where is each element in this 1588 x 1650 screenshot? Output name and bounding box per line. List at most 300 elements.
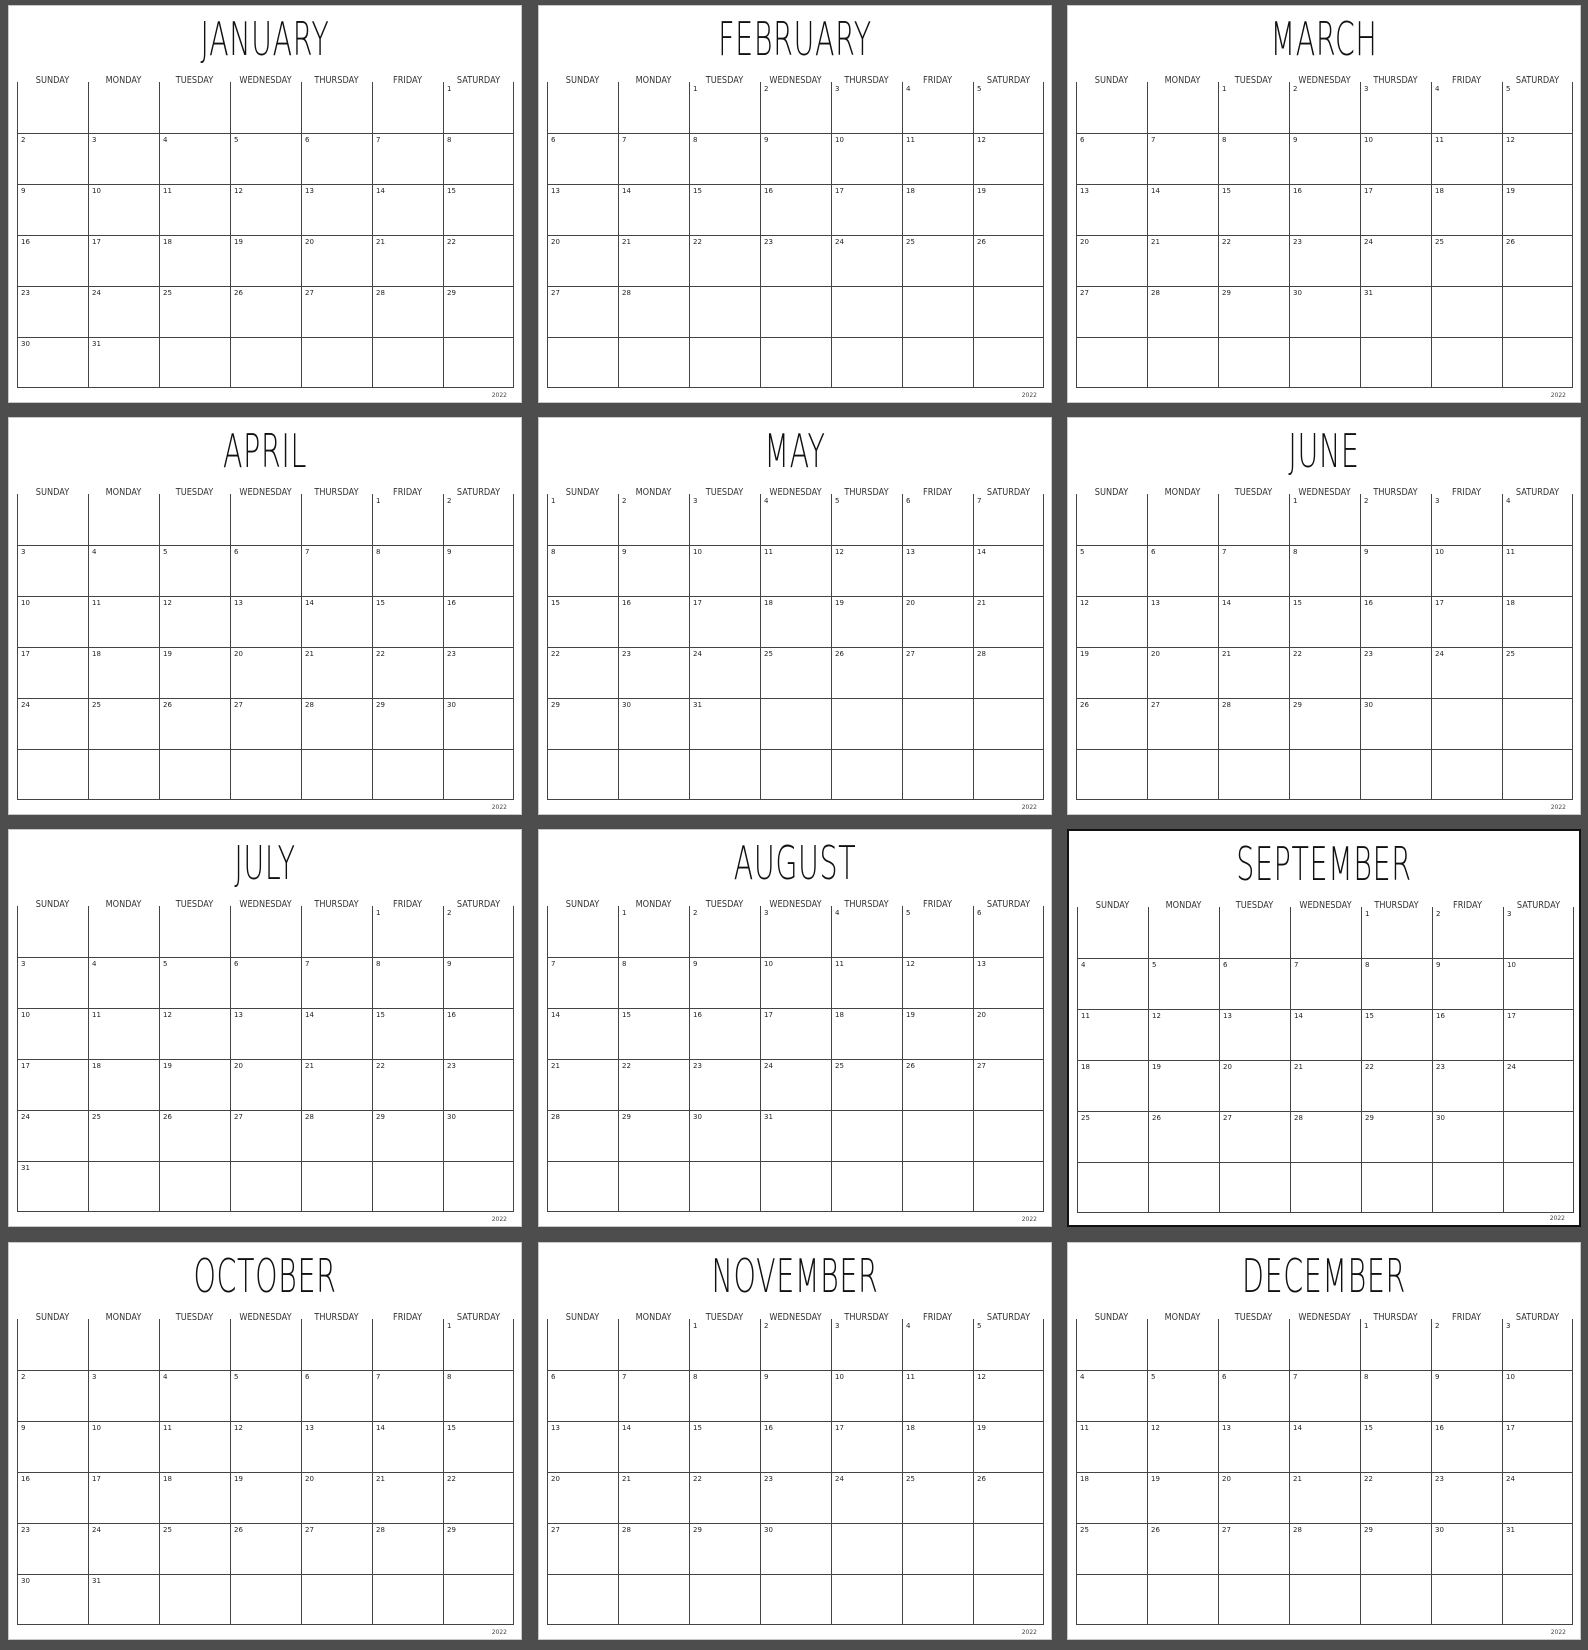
day-number: 5 xyxy=(977,85,982,93)
year-label: 2022 xyxy=(491,392,507,399)
day-number: 6 xyxy=(1223,961,1228,969)
weekday-header-wednesday: WEDNESDAY xyxy=(1299,900,1352,911)
day-number: 19 xyxy=(163,1062,172,1070)
day-number: 16 xyxy=(1293,187,1302,195)
day-number: 11 xyxy=(1435,136,1444,144)
grid-row-line xyxy=(547,337,1044,338)
day-number: 11 xyxy=(906,1373,915,1381)
day-number: 8 xyxy=(693,1373,698,1381)
day-number: 1 xyxy=(1293,497,1298,505)
year-label: 2022 xyxy=(1550,804,1566,811)
day-number: 8 xyxy=(622,960,627,968)
day-number: 10 xyxy=(1506,1373,1515,1381)
day-number: 27 xyxy=(305,289,314,297)
weekday-header-tuesday: TUESDAY xyxy=(705,487,744,498)
day-number: 27 xyxy=(977,1062,986,1070)
month-day-grid xyxy=(1077,907,1574,1213)
day-number: 15 xyxy=(693,1424,702,1432)
day-number: 17 xyxy=(1435,599,1444,607)
day-number: 26 xyxy=(163,1113,172,1121)
weekday-header-thursday: THURSDAY xyxy=(1373,75,1418,86)
day-number: 12 xyxy=(234,187,243,195)
weekday-header-monday: MONDAY xyxy=(105,75,142,86)
day-number: 24 xyxy=(92,1526,101,1534)
day-number: 30 xyxy=(1435,1526,1444,1534)
day-number: 4 xyxy=(1506,497,1511,505)
day-number: 13 xyxy=(1222,1424,1231,1432)
day-number: 2 xyxy=(1436,910,1441,918)
day-number: 2 xyxy=(1293,85,1298,93)
day-number: 25 xyxy=(1080,1526,1089,1534)
weekday-header-friday: FRIDAY xyxy=(922,899,952,910)
month-page-april[interactable] xyxy=(8,417,522,815)
month-title: APRIL xyxy=(223,424,307,478)
weekday-header-friday: FRIDAY xyxy=(1451,487,1481,498)
day-number: 17 xyxy=(92,238,101,246)
weekday-header-monday: MONDAY xyxy=(1165,900,1202,911)
day-number: 18 xyxy=(1506,599,1515,607)
day-number: 13 xyxy=(906,548,915,556)
day-number: 10 xyxy=(835,136,844,144)
month-title: NOVEMBER xyxy=(711,1249,879,1303)
grid-row-line xyxy=(1076,133,1573,134)
day-number: 27 xyxy=(1080,289,1089,297)
day-number: 21 xyxy=(1151,238,1160,246)
grid-row-line xyxy=(17,545,514,546)
grid-row-line xyxy=(17,1008,514,1009)
month-title: DECEMBER xyxy=(1241,1249,1406,1303)
day-number: 20 xyxy=(305,1475,314,1483)
grid-row-line xyxy=(17,1110,514,1111)
day-number: 21 xyxy=(1294,1063,1303,1071)
weekday-header-wednesday: WEDNESDAY xyxy=(239,899,292,910)
day-number: 7 xyxy=(1151,136,1156,144)
day-number: 9 xyxy=(764,136,769,144)
day-number: 8 xyxy=(1364,1373,1369,1381)
weekday-header-sunday: SUNDAY xyxy=(1094,1312,1129,1323)
day-number: 19 xyxy=(1506,187,1515,195)
day-number: 27 xyxy=(1223,1114,1232,1122)
day-number: 6 xyxy=(234,548,239,556)
weekday-header-monday: MONDAY xyxy=(105,899,142,910)
day-number: 12 xyxy=(835,548,844,556)
day-number: 6 xyxy=(1222,1373,1227,1381)
month-title: JULY xyxy=(234,836,296,890)
day-number: 20 xyxy=(234,1062,243,1070)
day-number: 11 xyxy=(1081,1012,1090,1020)
day-number: 28 xyxy=(1294,1114,1303,1122)
day-number: 31 xyxy=(764,1113,773,1121)
day-number: 21 xyxy=(977,599,986,607)
weekday-header-wednesday: WEDNESDAY xyxy=(769,487,822,498)
weekday-header-tuesday: TUESDAY xyxy=(705,75,744,86)
day-number: 2 xyxy=(1364,497,1369,505)
day-number: 13 xyxy=(551,187,560,195)
weekday-header-tuesday: TUESDAY xyxy=(1235,900,1274,911)
day-number: 12 xyxy=(906,960,915,968)
day-number: 14 xyxy=(622,1424,631,1432)
grid-row-line xyxy=(547,1574,1044,1575)
grid-row-line xyxy=(1076,749,1573,750)
day-number: 21 xyxy=(376,1475,385,1483)
day-number: 15 xyxy=(1293,599,1302,607)
day-number: 6 xyxy=(551,1373,556,1381)
day-number: 19 xyxy=(977,1424,986,1432)
weekday-header-thursday: THURSDAY xyxy=(844,75,889,86)
grid-row-line xyxy=(17,1523,514,1524)
year-label: 2022 xyxy=(491,1216,507,1223)
weekday-header-tuesday: TUESDAY xyxy=(1234,1312,1273,1323)
grid-row-line xyxy=(17,749,514,750)
day-number: 3 xyxy=(1507,910,1512,918)
day-number: 17 xyxy=(835,187,844,195)
day-number: 7 xyxy=(977,497,982,505)
day-number: 21 xyxy=(305,1062,314,1070)
day-number: 23 xyxy=(1435,1475,1444,1483)
day-number: 7 xyxy=(305,960,310,968)
day-number: 16 xyxy=(1435,1424,1444,1432)
weekday-header-monday: MONDAY xyxy=(1164,487,1201,498)
weekday-header-sunday: SUNDAY xyxy=(35,1312,70,1323)
weekday-header-sunday: SUNDAY xyxy=(565,899,600,910)
day-number: 15 xyxy=(693,187,702,195)
day-number: 20 xyxy=(1080,238,1089,246)
grid-row-line xyxy=(547,1161,1044,1162)
day-number: 28 xyxy=(622,289,631,297)
day-number: 9 xyxy=(1435,1373,1440,1381)
weekday-header-sunday: SUNDAY xyxy=(565,75,600,86)
weekday-header-friday: FRIDAY xyxy=(1451,1312,1481,1323)
day-number: 26 xyxy=(1152,1114,1161,1122)
day-number: 13 xyxy=(305,187,314,195)
day-number: 16 xyxy=(21,1475,30,1483)
weekday-header-friday: FRIDAY xyxy=(922,487,952,498)
month-title: MAY xyxy=(764,424,826,478)
day-number: 17 xyxy=(1507,1012,1516,1020)
year-label: 2022 xyxy=(1021,804,1037,811)
grid-row-line xyxy=(17,1370,514,1371)
day-number: 26 xyxy=(163,701,172,709)
month-page-january[interactable] xyxy=(8,5,522,403)
weekday-header-thursday: THURSDAY xyxy=(314,75,359,86)
day-number: 15 xyxy=(1364,1424,1373,1432)
day-number: 6 xyxy=(305,136,310,144)
day-number: 16 xyxy=(622,599,631,607)
month-page-july[interactable] xyxy=(8,829,522,1227)
day-number: 24 xyxy=(92,289,101,297)
day-number: 20 xyxy=(906,599,915,607)
month-title: OCTOBER xyxy=(193,1249,337,1303)
weekday-header-thursday: THURSDAY xyxy=(844,487,889,498)
day-number: 24 xyxy=(693,650,702,658)
day-number: 1 xyxy=(1365,910,1370,918)
grid-row-line xyxy=(547,1472,1044,1473)
day-number: 25 xyxy=(163,289,172,297)
day-number: 4 xyxy=(163,136,168,144)
day-number: 14 xyxy=(305,599,314,607)
day-number: 5 xyxy=(1152,961,1157,969)
grid-row-line xyxy=(17,1059,514,1060)
day-number: 31 xyxy=(92,1577,101,1585)
weekday-header-friday: FRIDAY xyxy=(392,899,422,910)
month-page-september[interactable] xyxy=(1067,829,1581,1227)
day-number: 12 xyxy=(163,599,172,607)
month-day-grid xyxy=(547,906,1044,1212)
day-number: 10 xyxy=(21,1011,30,1019)
weekday-header-wednesday: WEDNESDAY xyxy=(239,1312,292,1323)
day-number: 9 xyxy=(1436,961,1441,969)
grid-row-line xyxy=(17,1574,514,1575)
month-day-grid xyxy=(17,1319,514,1625)
day-number: 24 xyxy=(1435,650,1444,658)
year-label: 2022 xyxy=(1550,392,1566,399)
day-number: 5 xyxy=(835,497,840,505)
day-number: 18 xyxy=(906,187,915,195)
day-number: 4 xyxy=(92,960,97,968)
day-number: 24 xyxy=(764,1062,773,1070)
day-number: 24 xyxy=(1506,1475,1515,1483)
day-number: 9 xyxy=(622,548,627,556)
weekday-header-saturday: SATURDAY xyxy=(1515,75,1560,86)
day-number: 19 xyxy=(1080,650,1089,658)
grid-row-line xyxy=(17,1161,514,1162)
grid-row-line xyxy=(17,235,514,236)
month-title: JUNE xyxy=(1288,424,1360,478)
weekday-header-monday: MONDAY xyxy=(635,899,672,910)
day-number: 30 xyxy=(1436,1114,1445,1122)
day-number: 28 xyxy=(376,289,385,297)
day-number: 27 xyxy=(234,701,243,709)
weekday-header-saturday: SATURDAY xyxy=(986,75,1031,86)
day-number: 23 xyxy=(693,1062,702,1070)
day-number: 2 xyxy=(693,909,698,917)
grid-row-line xyxy=(1076,235,1573,236)
day-number: 28 xyxy=(305,1113,314,1121)
day-number: 4 xyxy=(1080,1373,1085,1381)
day-number: 13 xyxy=(234,599,243,607)
day-number: 2 xyxy=(447,497,452,505)
weekday-header-saturday: SATURDAY xyxy=(1515,1312,1560,1323)
day-number: 24 xyxy=(21,1113,30,1121)
month-title: AUGUST xyxy=(733,836,857,890)
day-number: 30 xyxy=(693,1113,702,1121)
day-number: 7 xyxy=(1293,1373,1298,1381)
weekday-header-monday: MONDAY xyxy=(1164,1312,1201,1323)
day-number: 26 xyxy=(1151,1526,1160,1534)
day-number: 5 xyxy=(163,960,168,968)
weekday-header-wednesday: WEDNESDAY xyxy=(1298,1312,1351,1323)
day-number: 17 xyxy=(835,1424,844,1432)
month-page-february[interactable] xyxy=(538,5,1052,403)
day-number: 19 xyxy=(977,187,986,195)
day-number: 8 xyxy=(376,960,381,968)
weekday-header-friday: FRIDAY xyxy=(392,487,422,498)
weekday-header-tuesday: TUESDAY xyxy=(175,1312,214,1323)
grid-row-line xyxy=(17,596,514,597)
day-number: 22 xyxy=(693,1475,702,1483)
year-label: 2022 xyxy=(491,1629,507,1636)
day-number: 18 xyxy=(1080,1475,1089,1483)
day-number: 30 xyxy=(764,1526,773,1534)
day-number: 10 xyxy=(693,548,702,556)
grid-row-line xyxy=(547,133,1044,134)
weekday-header-sunday: SUNDAY xyxy=(565,487,600,498)
month-page-may[interactable] xyxy=(538,417,1052,815)
day-number: 16 xyxy=(21,238,30,246)
day-number: 4 xyxy=(92,548,97,556)
grid-row-line xyxy=(547,1523,1044,1524)
month-day-grid xyxy=(547,1319,1044,1625)
day-number: 15 xyxy=(447,187,456,195)
weekday-header-saturday: SATURDAY xyxy=(1516,900,1561,911)
day-number: 18 xyxy=(906,1424,915,1432)
day-number: 15 xyxy=(1365,1012,1374,1020)
month-page-june[interactable] xyxy=(1067,417,1581,815)
day-number: 7 xyxy=(622,1373,627,1381)
day-number: 20 xyxy=(977,1011,986,1019)
weekday-header-sunday: SUNDAY xyxy=(35,899,70,910)
day-number: 1 xyxy=(1364,1322,1369,1330)
day-number: 14 xyxy=(622,187,631,195)
day-number: 28 xyxy=(1151,289,1160,297)
weekday-header-friday: FRIDAY xyxy=(392,75,422,86)
day-number: 19 xyxy=(906,1011,915,1019)
day-number: 25 xyxy=(1081,1114,1090,1122)
day-number: 31 xyxy=(693,701,702,709)
grid-row-line xyxy=(547,545,1044,546)
day-number: 24 xyxy=(1507,1063,1516,1071)
day-number: 1 xyxy=(551,497,556,505)
day-number: 25 xyxy=(163,1526,172,1534)
day-number: 14 xyxy=(977,548,986,556)
day-number: 29 xyxy=(622,1113,631,1121)
day-number: 22 xyxy=(693,238,702,246)
day-number: 23 xyxy=(447,1062,456,1070)
day-number: 29 xyxy=(693,1526,702,1534)
day-number: 15 xyxy=(622,1011,631,1019)
day-number: 6 xyxy=(1080,136,1085,144)
day-number: 29 xyxy=(447,289,456,297)
day-number: 29 xyxy=(1222,289,1231,297)
grid-row-line xyxy=(547,184,1044,185)
day-number: 20 xyxy=(551,238,560,246)
day-number: 28 xyxy=(1293,1526,1302,1534)
day-number: 7 xyxy=(622,136,627,144)
day-number: 21 xyxy=(622,1475,631,1483)
day-number: 30 xyxy=(21,340,30,348)
day-number: 21 xyxy=(551,1062,560,1070)
day-number: 12 xyxy=(1080,599,1089,607)
grid-row-line xyxy=(547,1008,1044,1009)
day-number: 20 xyxy=(305,238,314,246)
day-number: 31 xyxy=(92,340,101,348)
day-number: 27 xyxy=(906,650,915,658)
weekday-header-tuesday: TUESDAY xyxy=(1234,487,1273,498)
day-number: 13 xyxy=(234,1011,243,1019)
grid-row-line xyxy=(17,957,514,958)
year-label: 2022 xyxy=(1549,1215,1565,1222)
month-page-november[interactable] xyxy=(538,1242,1052,1640)
day-number: 15 xyxy=(376,1011,385,1019)
grid-row-line xyxy=(17,184,514,185)
month-day-grid xyxy=(547,494,1044,800)
day-number: 21 xyxy=(1293,1475,1302,1483)
day-number: 1 xyxy=(447,85,452,93)
month-page-october[interactable] xyxy=(8,1242,522,1640)
day-number: 3 xyxy=(1435,497,1440,505)
month-page-august[interactable] xyxy=(538,829,1052,1227)
day-number: 20 xyxy=(1151,650,1160,658)
day-number: 16 xyxy=(1364,599,1373,607)
year-label: 2022 xyxy=(1021,1629,1037,1636)
day-number: 11 xyxy=(1080,1424,1089,1432)
weekday-header-tuesday: TUESDAY xyxy=(175,487,214,498)
day-number: 1 xyxy=(376,497,381,505)
weekday-header-wednesday: WEDNESDAY xyxy=(769,75,822,86)
day-number: 8 xyxy=(447,1373,452,1381)
day-number: 4 xyxy=(835,909,840,917)
grid-row-line xyxy=(17,337,514,338)
day-number: 19 xyxy=(234,1475,243,1483)
day-number: 21 xyxy=(376,238,385,246)
year-label: 2022 xyxy=(491,804,507,811)
day-number: 31 xyxy=(1506,1526,1515,1534)
month-day-grid xyxy=(1076,1319,1573,1625)
weekday-header-wednesday: WEDNESDAY xyxy=(1298,75,1351,86)
month-page-march[interactable] xyxy=(1067,5,1581,403)
day-number: 25 xyxy=(1506,650,1515,658)
day-number: 15 xyxy=(551,599,560,607)
month-day-grid xyxy=(17,82,514,388)
day-number: 29 xyxy=(376,1113,385,1121)
month-title: JANUARY xyxy=(200,12,330,66)
day-number: 25 xyxy=(906,1475,915,1483)
weekday-header-friday: FRIDAY xyxy=(922,1312,952,1323)
day-number: 22 xyxy=(376,1062,385,1070)
day-number: 27 xyxy=(551,289,560,297)
day-number: 16 xyxy=(764,1424,773,1432)
month-page-december[interactable] xyxy=(1067,1242,1581,1640)
day-number: 18 xyxy=(1435,187,1444,195)
day-number: 31 xyxy=(21,1164,30,1172)
weekday-header-sunday: SUNDAY xyxy=(565,1312,600,1323)
day-number: 26 xyxy=(1080,701,1089,709)
day-number: 11 xyxy=(163,1424,172,1432)
day-number: 22 xyxy=(1222,238,1231,246)
day-number: 22 xyxy=(1364,1475,1373,1483)
day-number: 19 xyxy=(1152,1063,1161,1071)
day-number: 14 xyxy=(1294,1012,1303,1020)
day-number: 26 xyxy=(977,238,986,246)
day-number: 23 xyxy=(1436,1063,1445,1071)
weekday-header-saturday: SATURDAY xyxy=(456,899,501,910)
day-number: 28 xyxy=(551,1113,560,1121)
day-number: 17 xyxy=(92,1475,101,1483)
weekday-header-thursday: THURSDAY xyxy=(844,899,889,910)
day-number: 3 xyxy=(92,136,97,144)
day-number: 1 xyxy=(693,85,698,93)
day-number: 13 xyxy=(977,960,986,968)
grid-row-line xyxy=(1076,1421,1573,1422)
day-number: 13 xyxy=(1223,1012,1232,1020)
day-number: 6 xyxy=(551,136,556,144)
day-number: 13 xyxy=(305,1424,314,1432)
grid-row-line xyxy=(547,647,1044,648)
weekday-header-sunday: SUNDAY xyxy=(1095,900,1130,911)
day-number: 8 xyxy=(551,548,556,556)
grid-row-line xyxy=(1076,1574,1573,1575)
year-label: 2022 xyxy=(1021,392,1037,399)
